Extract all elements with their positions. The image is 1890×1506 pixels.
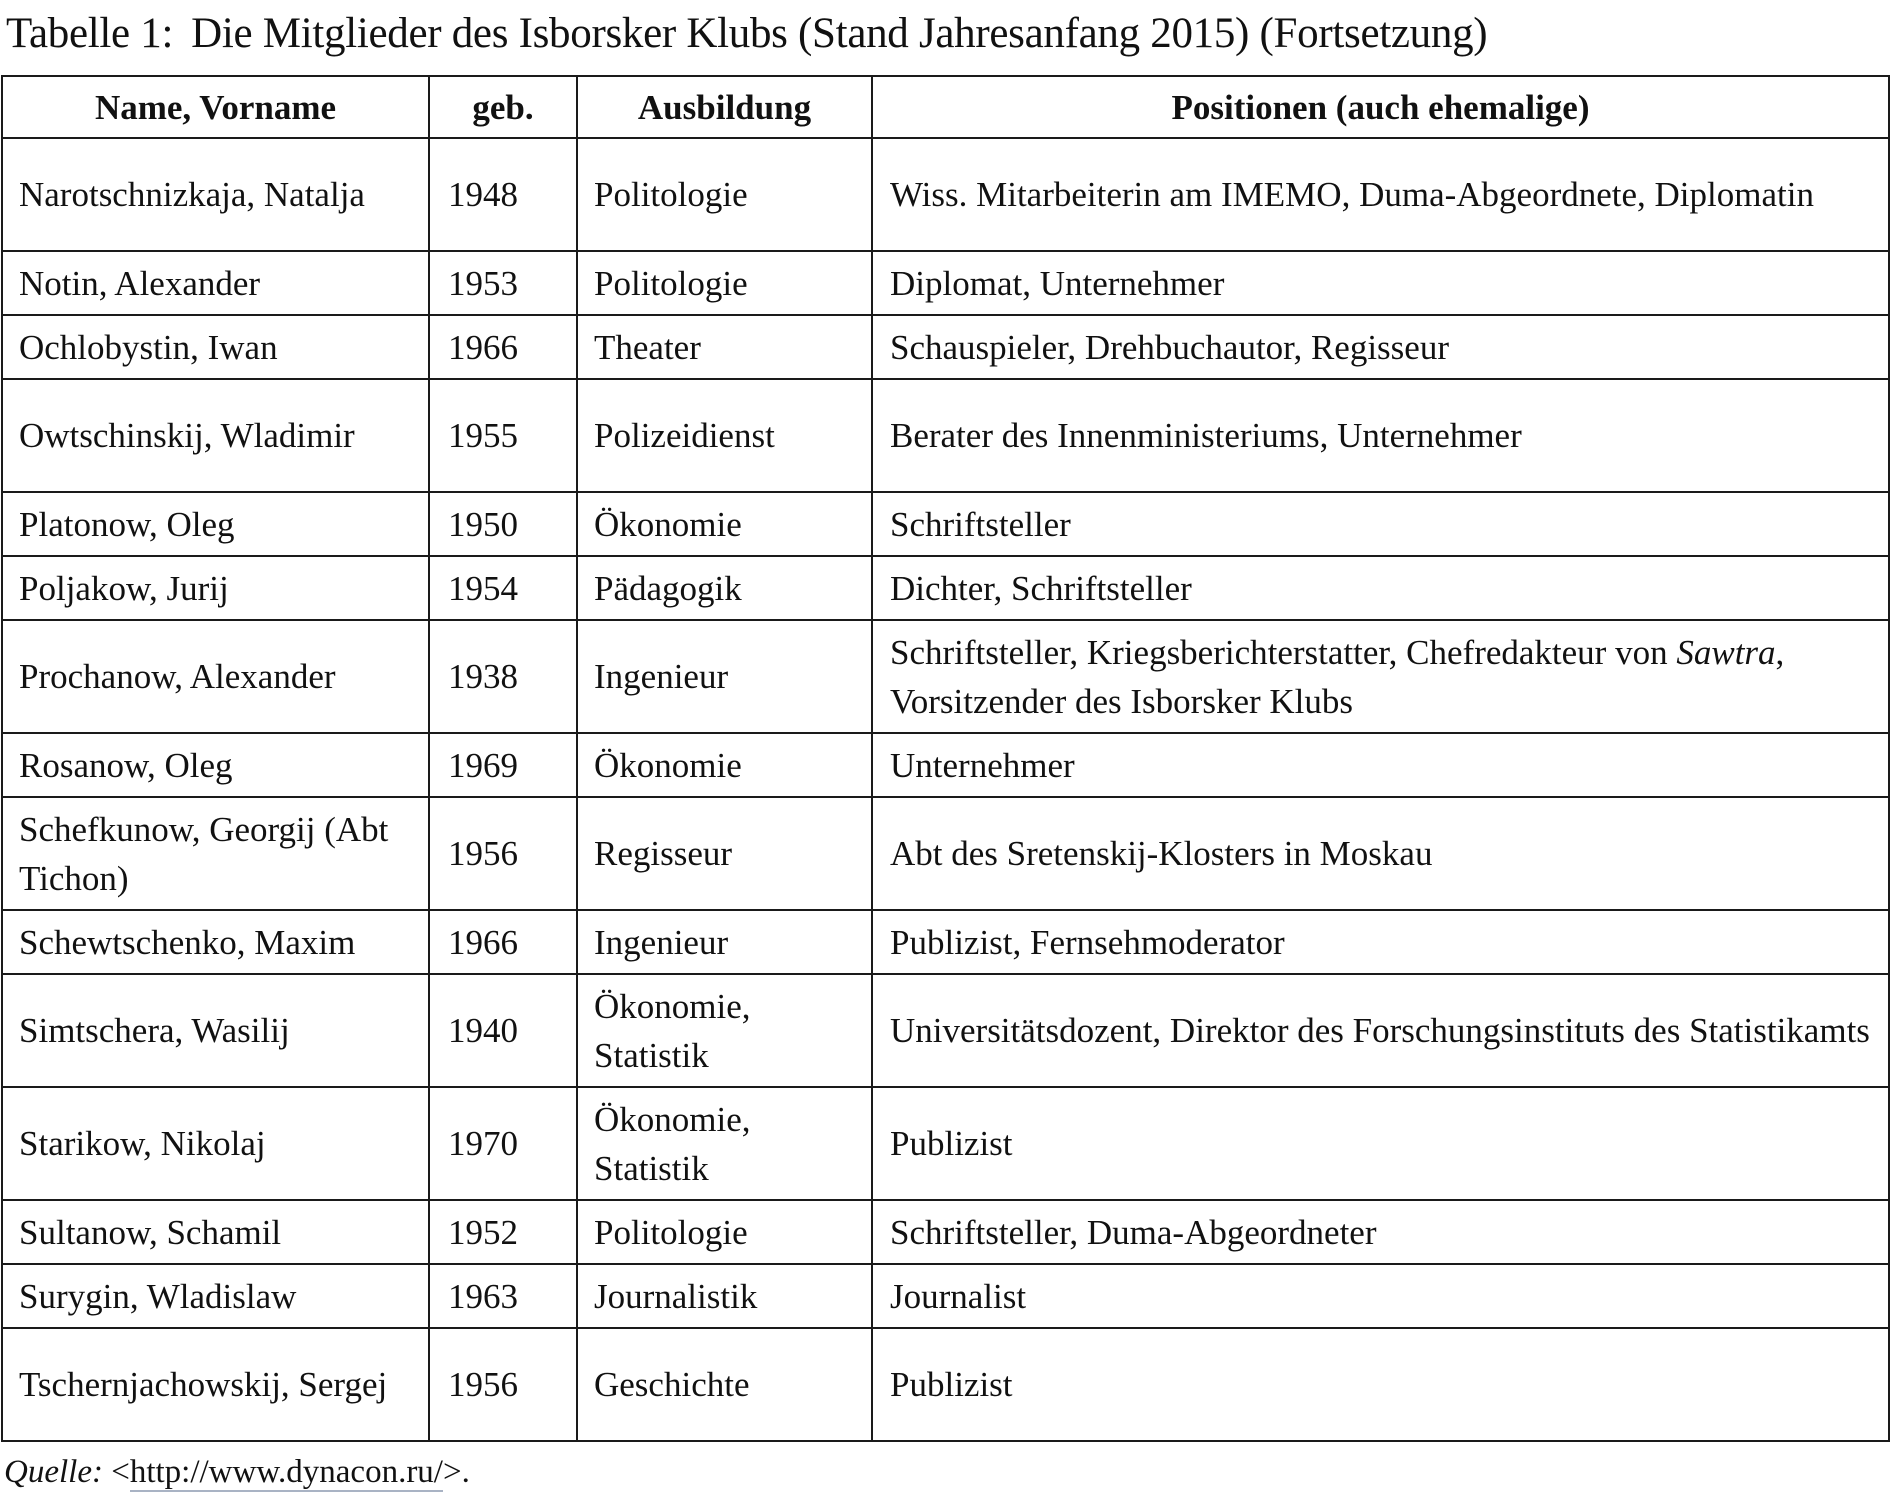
table-row xyxy=(2,910,1889,974)
cell-name: Sultanow, Schamil xyxy=(2,1200,429,1264)
publication-title: Sawtra xyxy=(1676,632,1776,672)
cell-positions: Journalist xyxy=(872,1264,1889,1328)
cell-born: 1966 xyxy=(429,910,577,974)
table-row xyxy=(2,315,1889,379)
table-row xyxy=(2,1328,1889,1441)
cell-born: 1966 xyxy=(429,315,577,379)
cell-name: Poljakow, Jurij xyxy=(2,556,429,620)
cell-education: Ingenieur xyxy=(577,620,872,733)
column-header-education: Ausbildung xyxy=(577,76,872,138)
cell-education: Theater xyxy=(577,315,872,379)
cell-born: 1940 xyxy=(429,974,577,1087)
cell-education: Geschichte xyxy=(577,1328,872,1441)
table-row xyxy=(2,620,1889,733)
cell-education: Politologie xyxy=(577,138,872,251)
cell-born: 1948 xyxy=(429,138,577,251)
cell-positions: Publizist xyxy=(872,1328,1889,1441)
table-row xyxy=(2,556,1889,620)
cell-positions: Unternehmer xyxy=(872,733,1889,797)
cell-name: Owtschinskij, Wladimir xyxy=(2,379,429,492)
cell-born: 1963 xyxy=(429,1264,577,1328)
table-row xyxy=(2,974,1889,1087)
cell-positions: Schauspieler, Drehbuchautor, Regisseur xyxy=(872,315,1889,379)
table-row xyxy=(2,1087,1889,1200)
cell-name: Ochlobystin, Iwan xyxy=(2,315,429,379)
cell-born: 1952 xyxy=(429,1200,577,1264)
table-row xyxy=(2,1200,1889,1264)
cell-education: Ökonomie, Statistik xyxy=(577,1087,872,1200)
cell-name: Notin, Alexander xyxy=(2,251,429,315)
cell-education: Ökonomie, Statistik xyxy=(577,974,872,1087)
cell-education: Journalistik xyxy=(577,1264,872,1328)
table-caption xyxy=(6,4,1487,64)
cell-education: Ingenieur xyxy=(577,910,872,974)
cell-born: 1956 xyxy=(429,1328,577,1441)
source-footnote xyxy=(4,1450,470,1494)
cell-born: 1953 xyxy=(429,251,577,315)
table-row xyxy=(2,492,1889,556)
cell-positions: Berater des Innenministeriums, Unternehmer xyxy=(872,379,1889,492)
cell-education: Ökonomie xyxy=(577,733,872,797)
cell-positions: Publizist, Fernsehmoderator xyxy=(872,910,1889,974)
source-label: Quelle: xyxy=(4,1454,103,1490)
cell-name: Rosanow, Oleg xyxy=(2,733,429,797)
cell-born: 1950 xyxy=(429,492,577,556)
caption-title: Die Mitglieder des Isborsker Klubs (Stand Jahresanfang 2015) (Fortsetzung) xyxy=(191,10,1488,57)
cell-positions: Wiss. Mitarbeiterin am IMEMO, Duma-Abgeordnete, Diplomatin xyxy=(872,138,1889,251)
table-row xyxy=(2,797,1889,910)
table-row xyxy=(2,379,1889,492)
positions-text: Schriftsteller, Kriegsberichterstatter, Chefredakteur von xyxy=(890,632,1677,672)
cell-education: Pädagogik xyxy=(577,556,872,620)
column-header-positions: Positionen (auch ehemalige) xyxy=(872,76,1889,138)
cell-born: 1956 xyxy=(429,797,577,910)
column-header-born: geb. xyxy=(429,76,577,138)
table-row xyxy=(2,251,1889,315)
caption-label: Tabelle 1: xyxy=(6,10,174,57)
cell-education: Ökonomie xyxy=(577,492,872,556)
cell-name: Starikow, Nikolaj xyxy=(2,1087,429,1200)
cell-name: Tschernjachowskij, Sergej xyxy=(2,1328,429,1441)
cell-name: Narotschnizkaja, Natalja xyxy=(2,138,429,251)
cell-name: Surygin, Wladislaw xyxy=(2,1264,429,1328)
cell-born: 1954 xyxy=(429,556,577,620)
cell-positions: Schriftsteller xyxy=(872,492,1889,556)
cell-positions xyxy=(872,620,1889,733)
positions-text: , Vorsitzender des Isborsker Klubs xyxy=(890,632,1785,721)
cell-education: Polizeidienst xyxy=(577,379,872,492)
cell-name: Schewtschenko, Maxim xyxy=(2,910,429,974)
table-row xyxy=(2,1264,1889,1328)
cell-name: Simtschera, Wasilij xyxy=(2,974,429,1087)
cell-born: 1969 xyxy=(429,733,577,797)
cell-name: Platonow, Oleg xyxy=(2,492,429,556)
cell-born: 1955 xyxy=(429,379,577,492)
cell-name: Prochanow, Alexander xyxy=(2,620,429,733)
cell-positions: Universitätsdozent, Direktor des Forschungsinstituts des Statistikamts xyxy=(872,974,1889,1087)
cell-born: 1970 xyxy=(429,1087,577,1200)
cell-positions: Dichter, Schriftsteller xyxy=(872,556,1889,620)
cell-name: Schefkunow, Georgij (Abt Tichon) xyxy=(2,797,429,910)
source-link[interactable]: http://www.dynacon.ru/ xyxy=(129,1454,443,1490)
link-close-bracket: >. xyxy=(442,1454,470,1490)
cell-positions: Schriftsteller, Duma-Abgeordneter xyxy=(872,1200,1889,1264)
column-header-name: Name, Vorname xyxy=(2,76,429,138)
cell-education: Politologie xyxy=(577,1200,872,1264)
cell-born: 1938 xyxy=(429,620,577,733)
table-header-row xyxy=(2,76,1889,138)
cell-positions: Diplomat, Unternehmer xyxy=(872,251,1889,315)
table-row xyxy=(2,138,1889,251)
members-table xyxy=(1,75,1890,1442)
cell-positions: Abt des Sretenskij-Klosters in Moskau xyxy=(872,797,1889,910)
cell-positions: Publizist xyxy=(872,1087,1889,1200)
cell-education: Regisseur xyxy=(577,797,872,910)
table-row xyxy=(2,733,1889,797)
cell-education: Politologie xyxy=(577,251,872,315)
link-open-bracket: < xyxy=(102,1454,130,1490)
